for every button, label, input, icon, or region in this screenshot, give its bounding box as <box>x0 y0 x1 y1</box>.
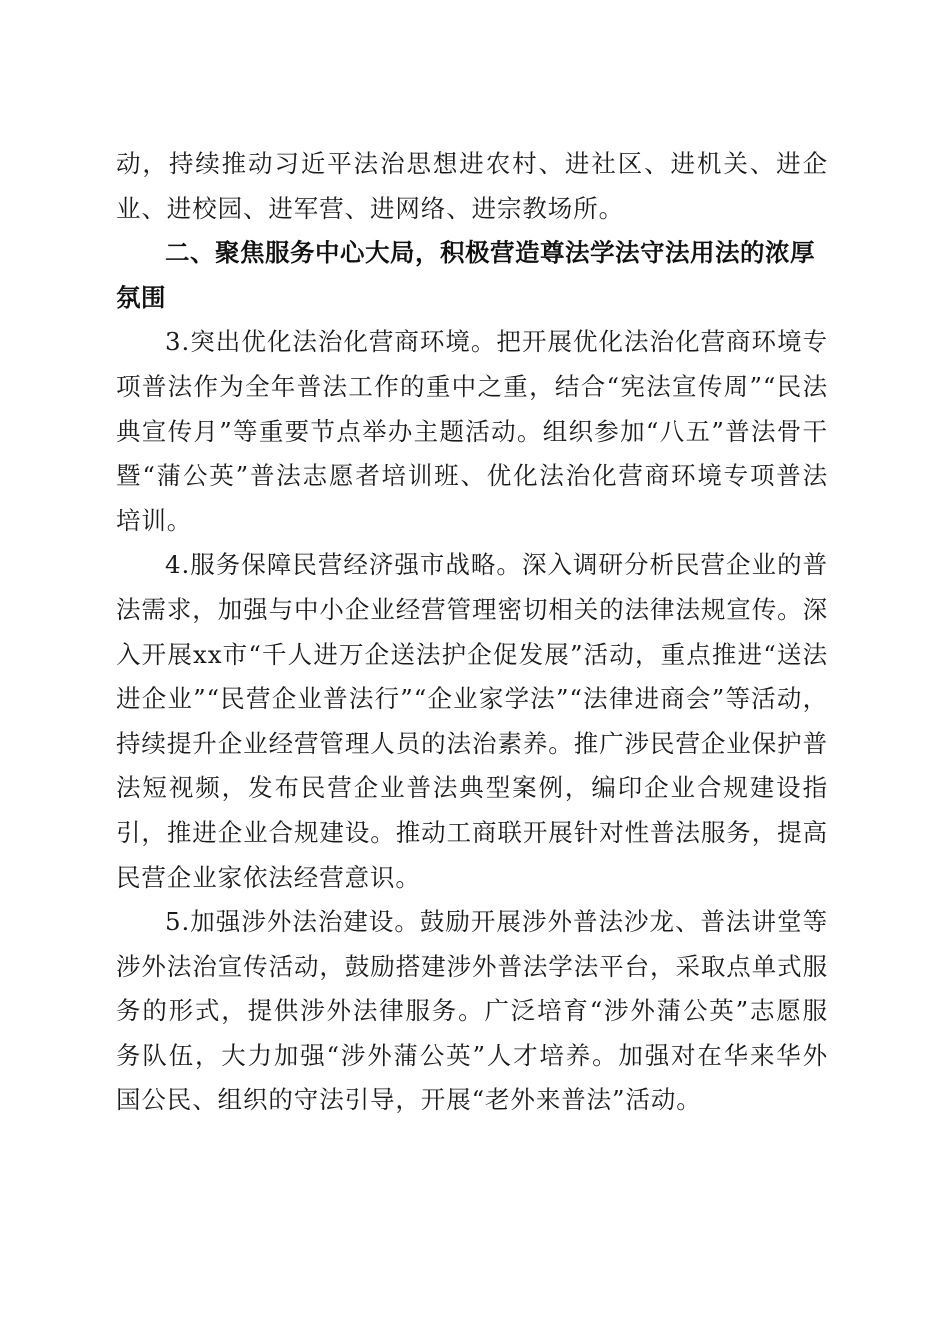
paragraph-item-3: 3.突出优化法治化营商环境。把开展优化法治化营商环境专项普法作为全年普法工作的重中之重，结合“宪法宣传周”“民法典宣传月”等重要节点举办主题活动。组织参加“八五”普法骨干暨“蒲公英”普法志愿者培训班、优化法治化营商环境专项普法培训。 <box>116 327 828 535</box>
paragraph-item-4: 4.服务保障民营经济强市战略。深入调研分析民营企业的普法需求，加强与中小企业经营管理密切相关的法律法规宣传。深入开展xx市“千人进万企送法护企促发展”活动，重点推进“送法进企业”“民营企业普法行”“企业家学法”“法律进商会”等活动，持续提升企业经营管理人员的法治素养。推广涉民营企业保护普法短视频，发布民营企业普法典型案例，编印企业合规建设指引，推进企业合规建设。推动工商联开展针对性普法服务，提高民营企业家依法经营意识。 <box>116 550 828 892</box>
paragraph-item-5: 5.加强涉外法治建设。鼓励开展涉外普法沙龙、普法讲堂等涉外法治宣传活动，鼓励搭建涉外普法学法平台，采取点单式服务的形式，提供涉外法律服务。广泛培育“涉外蒲公英”志愿服务队伍，大力加强“涉外蒲公英”人才培养。加强对在华来华外国公民、组织的守法引导，开展“老外来普法”活动。 <box>116 907 828 1115</box>
continuation-paragraph: 动，持续推动习近平法治思想进农村、进社区、进机关、进企业、进校园、进军营、进网络、进宗教场所。 <box>116 149 828 223</box>
section-heading: 二、聚焦服务中心大局，积极营造尊法学法守法用法的浓厚氛围 <box>116 238 815 312</box>
document-body <box>116 142 828 1123</box>
